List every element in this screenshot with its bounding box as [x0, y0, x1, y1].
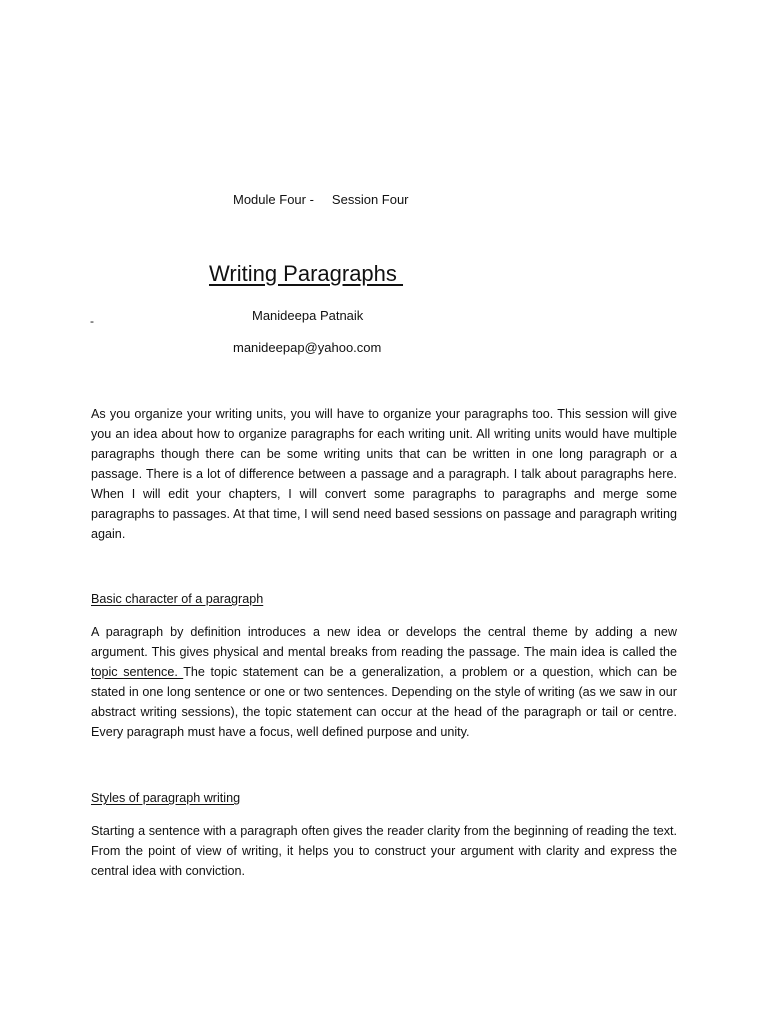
author-name: Manideepa Patnaik: [252, 308, 364, 323]
dash-mark: -: [90, 314, 94, 328]
section-heading-basic-character: Basic character of a paragraph: [91, 592, 264, 606]
paragraph-text: The topic statement can be a generalization, a problem or a question, which can be stated in one long sentence or one or two sentences. Depending on the style of writing (as we saw in our abstract writing sessions), the topic statement can occur at the head of the paragraph or tail or centre. Every paragraph must have a focus, well defined purpose and unity.: [91, 665, 677, 739]
author-email: manideepap@yahoo.com: [233, 340, 382, 355]
module-label: Module Four -: [233, 192, 314, 207]
intro-paragraph: As you organize your writing units, you will have to organize your paragraphs too. This session will give you an idea about how to organize paragraphs for each writing unit. All writing units would have multiple paragraphs though there can be some writing units that can be written in one long paragraph or a passage. There is a lot of difference between a passage and a paragraph. I talk about paragraphs here. When I will edit your chapters, I will convert some paragraphs to paragraphs and merge some paragraphs to passages. At that time, I will send need based sessions on passage and paragraph writing again.: [91, 407, 677, 541]
session-label: Session Four: [331, 192, 409, 207]
topic-sentence-term: topic sentence.: [91, 665, 184, 679]
section-heading-styles: Styles of paragraph writing: [91, 791, 241, 805]
basic-character-paragraph: [91, 622, 677, 742]
module-session-line: [233, 192, 409, 207]
paragraph-text: A paragraph by definition introduces a new idea or develops the central theme by adding a new argument. This gives physical and mental breaks from reading the passage. The main idea is called the: [91, 625, 677, 659]
document-title: Writing Paragraphs: [209, 261, 404, 286]
styles-paragraph: Starting a sentence with a paragraph often gives the reader clarity from the beginning of reading the text. From the point of view of writing, it helps you to construct your argument with clarity and express the central idea with conviction.: [91, 824, 677, 878]
